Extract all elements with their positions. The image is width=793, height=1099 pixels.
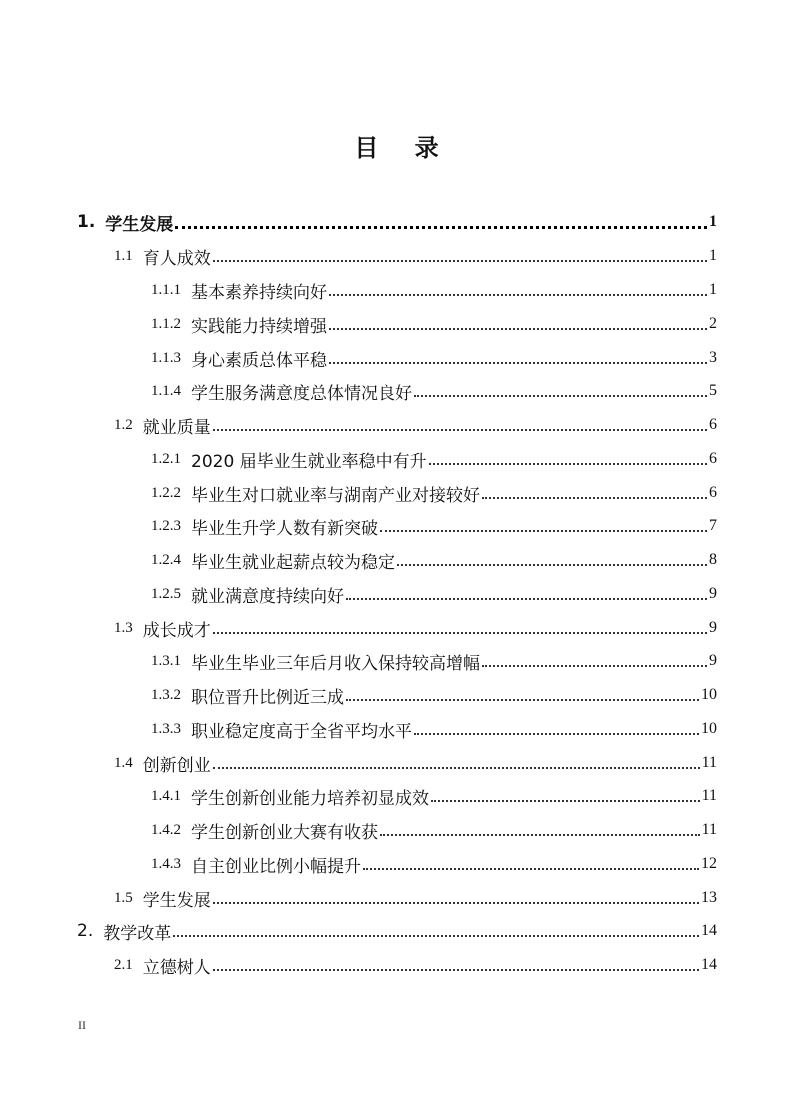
toc-entry-1-2[interactable] (114, 408, 717, 442)
toc-page-number: 6 (709, 416, 717, 433)
toc-title: 实践能力持续增强 (191, 316, 327, 337)
toc-number: 2.1 (114, 956, 133, 973)
toc-title: 职位晋升比例近三成 (191, 687, 344, 708)
toc-title: 毕业生就业起薪点较为稳定 (191, 552, 395, 573)
toc-leader-dots (380, 834, 700, 836)
toc-page-number: 11 (701, 821, 717, 838)
toc-number: 1.3.1 (151, 652, 181, 669)
toc-leader-dots (173, 935, 699, 937)
toc-entry-1-1-1[interactable] (151, 273, 717, 307)
toc-title: 就业质量 (142, 417, 211, 438)
toc-page-number: 11 (701, 787, 717, 804)
toc-title: 2020 届毕业生就业率稳中有升 (191, 451, 427, 472)
toc-number: 1.4.2 (151, 821, 181, 838)
toc-leader-dots (213, 969, 699, 971)
toc-number: 1.3.3 (151, 720, 181, 737)
toc-number: 1.3.2 (151, 686, 181, 703)
toc-entry-1-4-1[interactable] (151, 779, 717, 813)
toc-leader-dots (431, 800, 700, 802)
toc-number: 1.1.1 (151, 281, 181, 298)
toc-page-number: 10 (701, 720, 717, 737)
toc-title: 教学改革 (103, 923, 172, 944)
toc-title: 学生发展 (142, 890, 211, 911)
toc-number: 2. (77, 921, 94, 941)
toc-leader-dots (329, 294, 707, 296)
toc-leader-dots (175, 226, 707, 229)
toc-leader-dots (429, 463, 707, 465)
toc-entry-1-1-3[interactable] (151, 341, 717, 375)
toc-page-number: 14 (701, 956, 717, 973)
toc-number: 1.1.4 (151, 382, 181, 399)
toc-title: 自主创业比例小幅提升 (191, 856, 361, 877)
toc-number: 1. (77, 212, 96, 232)
toc-number: 1.4.3 (151, 855, 181, 872)
toc-page-number: 5 (709, 382, 717, 399)
toc-entry-1-3-3[interactable] (151, 712, 717, 746)
toc-title: 立德树人 (142, 957, 211, 978)
toc-title: 职业稳定度高于全省平均水平 (191, 721, 412, 742)
toc-page-number: 9 (709, 619, 717, 636)
toc-leader-dots (346, 699, 699, 701)
toc-leader-dots (414, 395, 707, 397)
toc-number: 1.5 (114, 889, 133, 906)
toc-title: 学生创新创业能力培养初显成效 (191, 788, 429, 809)
toc-page-number: 14 (701, 922, 717, 939)
toc-number: 1.1 (114, 247, 133, 264)
toc-page-number: 12 (701, 855, 717, 872)
toc-leader-dots (213, 767, 700, 769)
toc-entry-1-2-3[interactable] (151, 509, 717, 543)
toc-page-number: 1 (709, 247, 717, 264)
toc-number: 1.2.1 (151, 450, 181, 467)
toc-leader-dots (213, 902, 699, 904)
toc-entry-1-4-3[interactable] (151, 847, 717, 881)
toc-entry-1-1-2[interactable] (151, 307, 717, 341)
toc-number: 1.1.2 (151, 315, 181, 332)
toc-title: 毕业生升学人数有新突破 (191, 518, 378, 539)
toc-leader-dots (329, 362, 707, 364)
toc-title: 创新创业 (142, 755, 211, 776)
toc-page-number: 13 (701, 889, 717, 906)
toc-number: 1.2.4 (151, 551, 181, 568)
toc-title: 成长成才 (142, 620, 211, 641)
toc-entry-2[interactable] (77, 914, 717, 948)
toc-number: 1.3 (114, 619, 133, 636)
toc-page-number: 7 (709, 517, 717, 534)
toc-entry-1-1-4[interactable] (151, 374, 717, 408)
toc-title: 学生创新创业大赛有收获 (191, 822, 378, 843)
toc-number: 1.2.2 (151, 484, 181, 501)
toc-title: 学生服务满意度总体情况良好 (191, 383, 412, 404)
toc-entry-2-1[interactable] (114, 948, 717, 982)
toc-page-number: 8 (709, 551, 717, 568)
toc-page-number: 6 (709, 450, 717, 467)
toc-entry-1-4-2[interactable] (151, 813, 717, 847)
toc-number: 1.2.5 (151, 585, 181, 602)
toc-title: 就业满意度持续向好 (191, 586, 344, 607)
toc-leader-dots (213, 429, 707, 431)
toc-entry-1-3[interactable] (114, 611, 717, 645)
toc-leader-dots (414, 733, 699, 735)
toc-leader-dots (213, 632, 707, 634)
toc-page-number: 9 (709, 652, 717, 669)
toc-page-number: 6 (709, 484, 717, 501)
toc-page-number: 3 (709, 349, 717, 366)
toc-title: 学生发展 (105, 214, 174, 235)
toc-title: 基本素养持续向好 (191, 282, 327, 303)
toc-page-number: 10 (701, 686, 717, 703)
toc-leader-dots (380, 530, 707, 532)
toc-entry-1-3-1[interactable] (151, 644, 717, 678)
toc-title: 毕业生对口就业率与湖南产业对接较好 (191, 485, 480, 506)
toc-entry-1-3-2[interactable] (151, 678, 717, 712)
toc-title: 毕业生毕业三年后月收入保持较高增幅 (191, 653, 480, 674)
toc-leader-dots (329, 328, 707, 330)
toc-entry-1-4[interactable] (114, 746, 717, 780)
toc-page-number: 1 (709, 213, 717, 230)
toc-number: 1.4.1 (151, 787, 181, 804)
toc-leader-dots (363, 868, 699, 870)
toc-page-number: 9 (709, 585, 717, 602)
toc-number: 1.2.3 (151, 517, 181, 534)
toc-leader-dots (482, 665, 707, 667)
toc-entry-1-1[interactable] (114, 239, 717, 273)
toc-leader-dots (482, 497, 707, 499)
toc-entry-1-2-5[interactable] (151, 577, 717, 611)
toc-page-number: 11 (701, 754, 717, 771)
toc-entry-1-2-4[interactable] (151, 543, 717, 577)
toc-page-number: 1 (709, 281, 717, 298)
toc-number: 1.1.3 (151, 349, 181, 366)
page-title: 目 录 (354, 134, 453, 162)
toc-title: 身心素质总体平稳 (191, 350, 327, 371)
toc-leader-dots (397, 564, 707, 566)
toc-number: 1.4 (114, 754, 133, 771)
toc-page-number: 2 (709, 315, 717, 332)
toc-leader-dots (213, 260, 707, 262)
toc-entry-1-2-2[interactable] (151, 476, 717, 510)
toc-entry-1[interactable] (77, 205, 717, 239)
toc-title: 育人成效 (142, 248, 211, 269)
toc-number: 1.2 (114, 416, 133, 433)
toc-entry-1-2-1[interactable] (151, 442, 717, 476)
toc-entry-1-5[interactable] (114, 881, 717, 915)
toc-leader-dots (346, 598, 707, 600)
footer-page-number: II (78, 1018, 86, 1032)
